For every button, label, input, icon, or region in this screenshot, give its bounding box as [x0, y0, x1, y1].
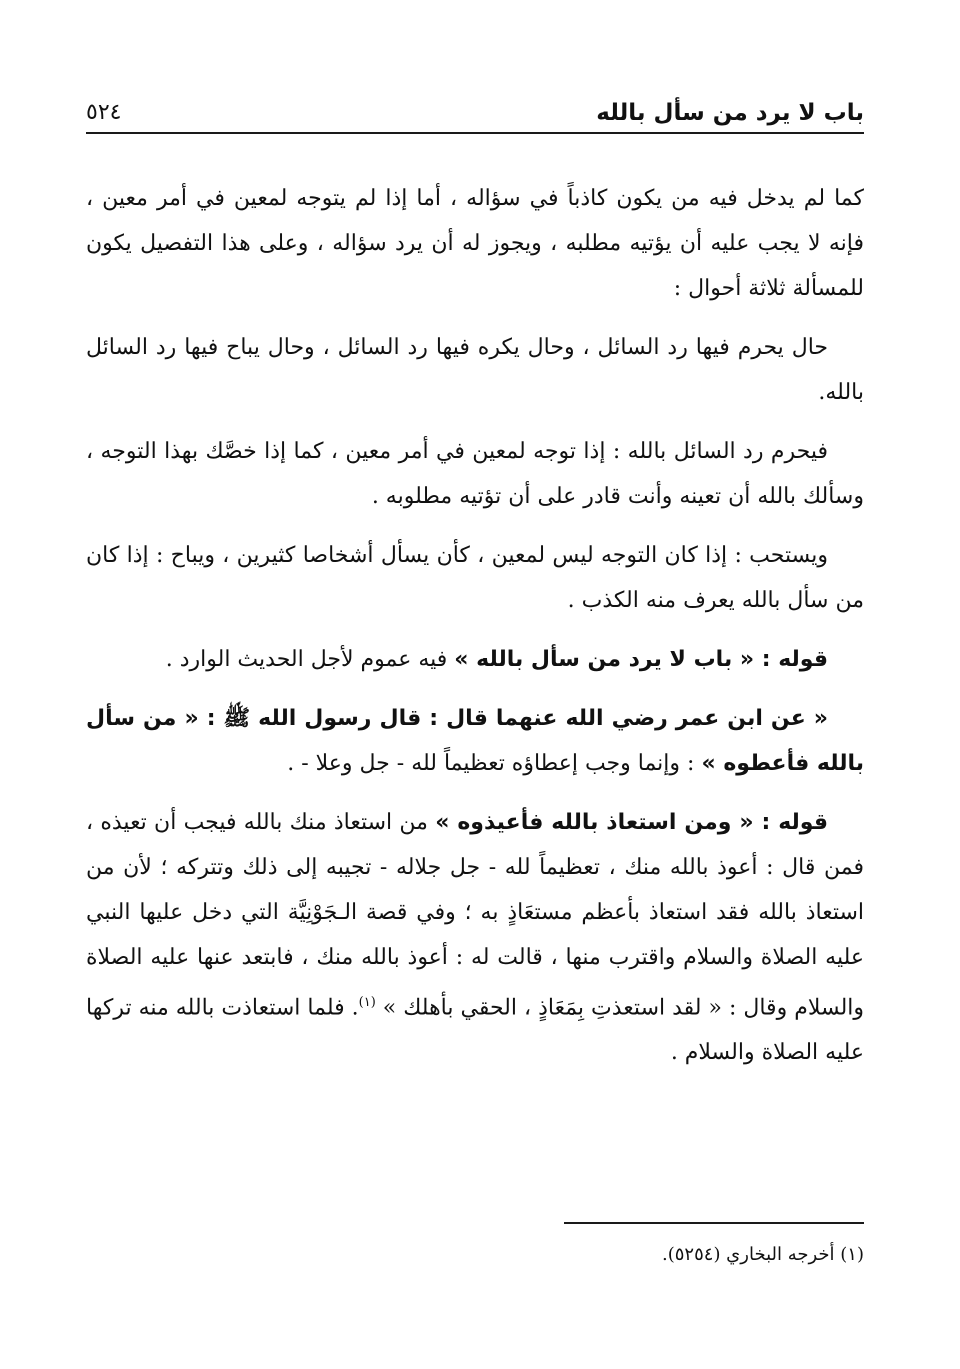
page-header: [86, 92, 864, 134]
body-text: [86, 176, 864, 1089]
footnote: (١) أخرجه البخاري (٥٢٥٤).: [662, 1244, 864, 1265]
paragraph-7-text: من استعاذ منك بالله فيجب أن تعيذه ، فمن قال : أعوذ بالله منك ، تعظيماً لله - جل جلاله - تجيبه إلى ذلك وتتركه ؛ لأن من استعاذ بالله فقد استعاذ بأعظم مستعَاذٍ به ؛ وفي قصة الـجَوْنِيَّة التي دخل عليها النبي عليه الصلاة والسلام واقترب منها ، قالت له : أعوذ بالله منك ، فابتعد عنها عليه الصلاة والسلام وقال : « لقد استعذتِ بِمَعَاذٍ ، الحقي بأهلك »: [86, 810, 865, 1021]
paragraph-5-text: فيه عموم لأجل الحديث الوارد .: [165, 647, 455, 672]
chapter-title: باب لا يرد من سأل بالله: [596, 100, 864, 126]
paragraph-2: حال يحرم فيها رد السائل ، وحال يكره فيها رد السائل ، وحال يباح فيها رد السائل بالله.: [86, 335, 864, 405]
paragraph-7-text-end: . فلما استعاذت بالله منه تركها عليه الصلاة والسلام .: [86, 995, 864, 1066]
footnote-reference[interactable]: (١): [358, 995, 376, 1010]
hadith-quote: « عن ابن عمر رضي الله عنهما قال : قال رسول الله ﷺ : « من سأل بالله فأعطوه »: [86, 706, 864, 776]
bold-quote: قوله : « ومن استعاذ بالله فأعيذوه »: [435, 810, 828, 835]
bold-quote: قوله : « باب لا يرد من سأل بالله »: [454, 647, 828, 672]
paragraph-3: فيحرم رد السائل بالله : إذا توجه لمعين في أمر معين ، كما إذا خصَّك بهذا التوجه ، وسألك بالله أن تعينه وأنت قادر على أن تؤتيه مطلوبه .: [86, 439, 864, 509]
footnote-divider: [564, 1222, 864, 1224]
paragraph-1: كما لم يدخل فيه من يكون كاذباً في سؤاله ، أما إذا لم يتوجه لمعين في أمر معين ، فإنه لا يجب عليه أن يؤتيه مطلبه ، ويجوز له أن يرد سؤاله ، وعلى هذا التفصيل يكون للمسألة ثلاثة أحوال :: [86, 186, 864, 301]
paragraph-7: [86, 800, 864, 1075]
paragraph-6: [86, 696, 864, 786]
page-number: ٥٢٤: [86, 100, 122, 125]
paragraph-5: [86, 637, 864, 682]
paragraph-6-text: : وإنما وجب إعطاؤه تعظيماً لله - جل وعلا - .: [287, 751, 702, 776]
paragraph-4: ويستحب : إذا كان التوجه ليس لمعين ، كأن يسأل أشخاصا كثيرين ، ويباح : إذا كان من سأل بالله يعرف منه الكذب .: [86, 543, 864, 613]
